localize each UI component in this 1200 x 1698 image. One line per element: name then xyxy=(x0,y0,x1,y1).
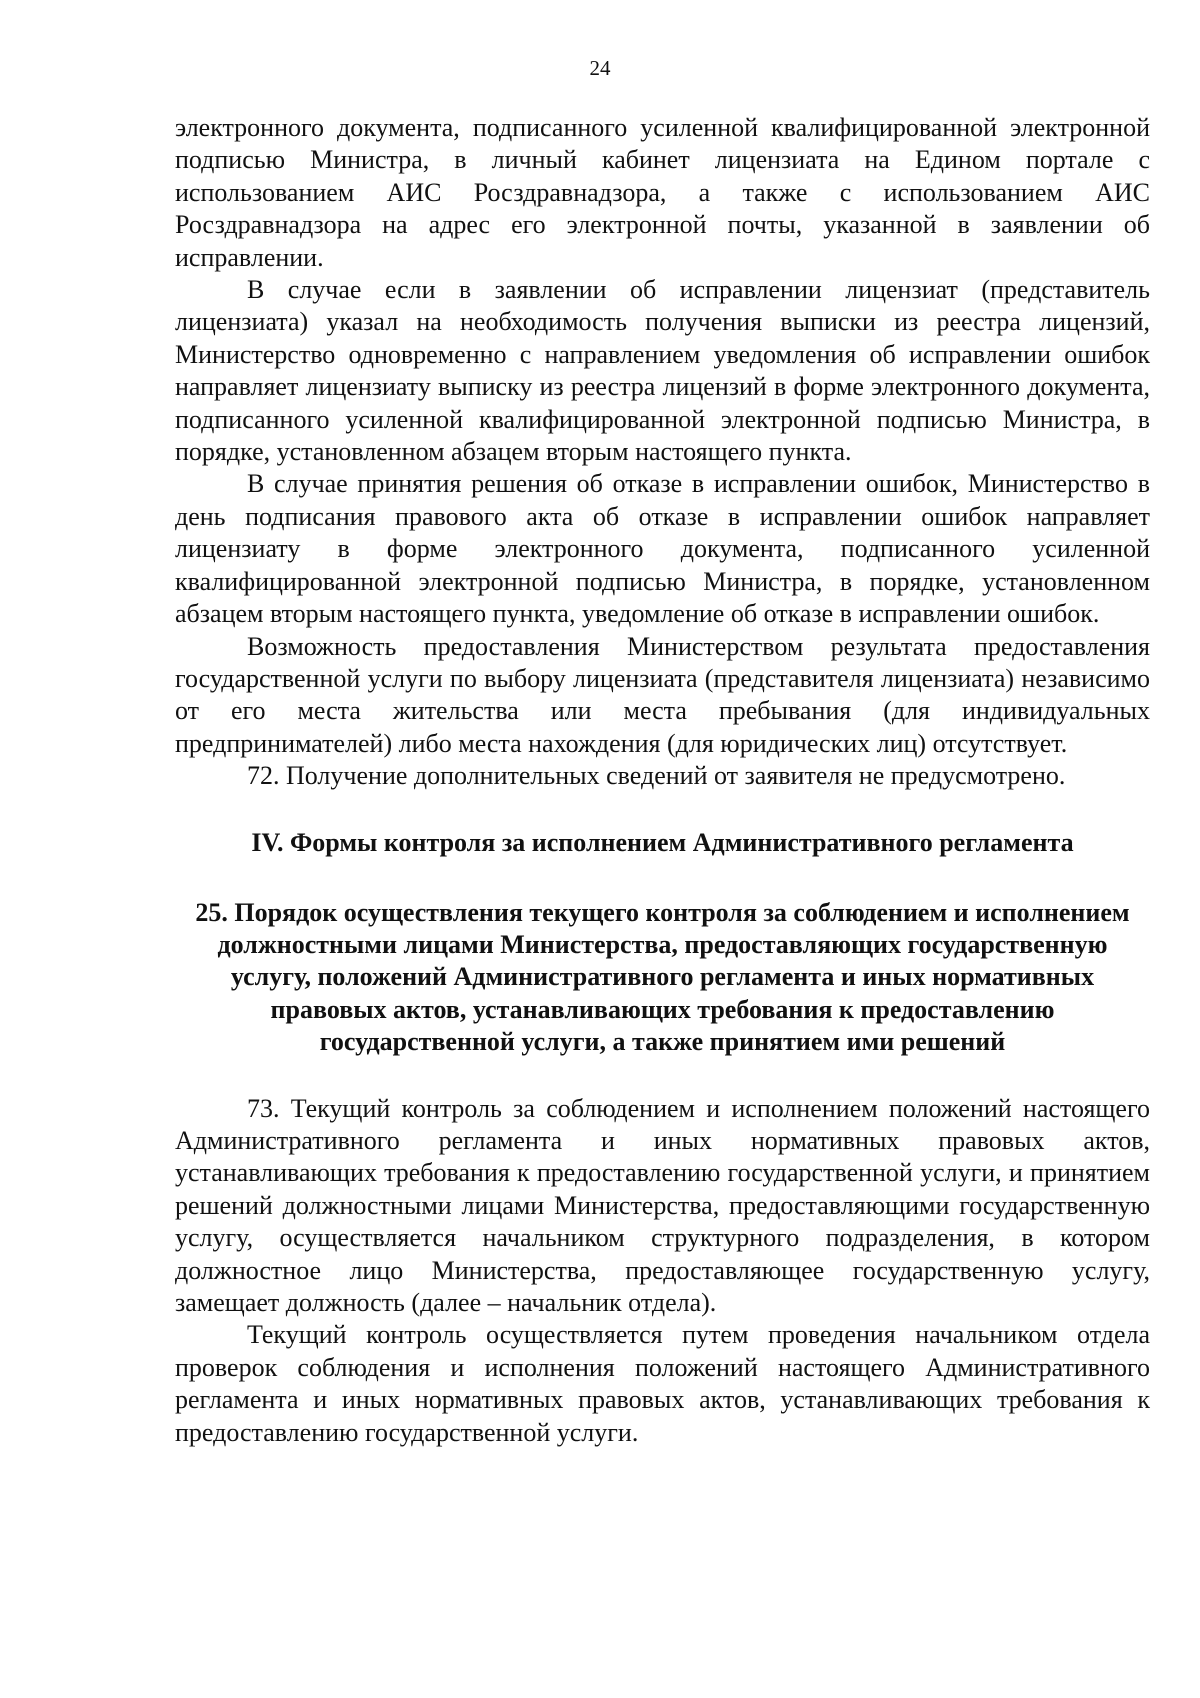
section-heading-iv: IV. Формы контроля за исполнением Административного регламента xyxy=(251,827,1074,857)
paragraph-current-control: Текущий контроль осуществляется путем проведения начальником отдела проверок соблюдения и исполнения положений настоящего Административного регламента и иных нормативных правовых актов, устанавливающих требования к предоставлению государственной услуги. xyxy=(175,1320,1150,1447)
paragraph-refusal-notice: В случае принятия решения об отказе в исправлении ошибок, Министерство в день подписания правового акта об отказе в исправлении ошибок направляет лицензиату в форме электронного документа, подписанного усиленной квалифицированной электронной подписью Министра, в порядке, установленном абзацем вторым настоящего пункта, уведомление об отказе в исправлении ошибок. xyxy=(175,469,1150,629)
paragraph-continuation: электронного документа, подписанного усиленной квалифицированной электронной подписью Министра, в личный кабинет лицензиата на Едином портале с использованием АИС Росздравнадзора, а также с использованием АИС Росздравнадзора на адрес его электронной почты, указанной в заявлении об исправлении. xyxy=(175,113,1150,272)
paragraph-extraterritorial: Возможность предоставления Министерством результата предоставления государственной услуги по выбору лицензиата (представителя лицензиата) независимо от его места жительства или места пребывания (для индивидуальных предпринимателей) либо места нахождения (для юридических лиц) отсутствует. xyxy=(175,631,1150,758)
paragraph-73: 73. Текущий контроль за соблюдением и исполнением положений настоящего Административного регламента и иных нормативных правовых актов, устанавливающих требования к предоставлению государственной услуги, и принятием решений должностными лицами Министерства, предоставляющими государственную услугу, осуществляется начальником структурного подразделения, в котором должностное лицо Министерства, предоставляющее государственную услугу, замещает должность (далее – начальник отдела). xyxy=(175,1093,1150,1317)
paragraph-72: 72. Получение дополнительных сведений от заявителя не предусмотрено. xyxy=(247,761,1066,791)
paragraph-registry-extract: В случае если в заявлении об исправлении лицензиат (представитель лицензиата) указал на необходимость получения выписки из реестра лицензий, Министерство одновременно с направлением уведомления об исправлении ошибок направляет лицензиату выписку из реестра лицензий в форме электронного документа, подписанного усиленной квалифицированной электронной подписью Министра, в порядке, установленном абзацем вторым настоящего пункта. xyxy=(175,275,1150,467)
page-number: 24 xyxy=(589,56,611,80)
page-content xyxy=(175,112,1150,1449)
subsection-heading-25: 25. Порядок осуществления текущего контроля за соблюдением и исполнением должностными лицами Министерства, предоставляющих государственную услугу, положений Административного регламента и иных нормативных правовых актов, устанавливающих требования к предоставлению государственной услуги, а также принятием ими решений xyxy=(195,897,1130,1057)
